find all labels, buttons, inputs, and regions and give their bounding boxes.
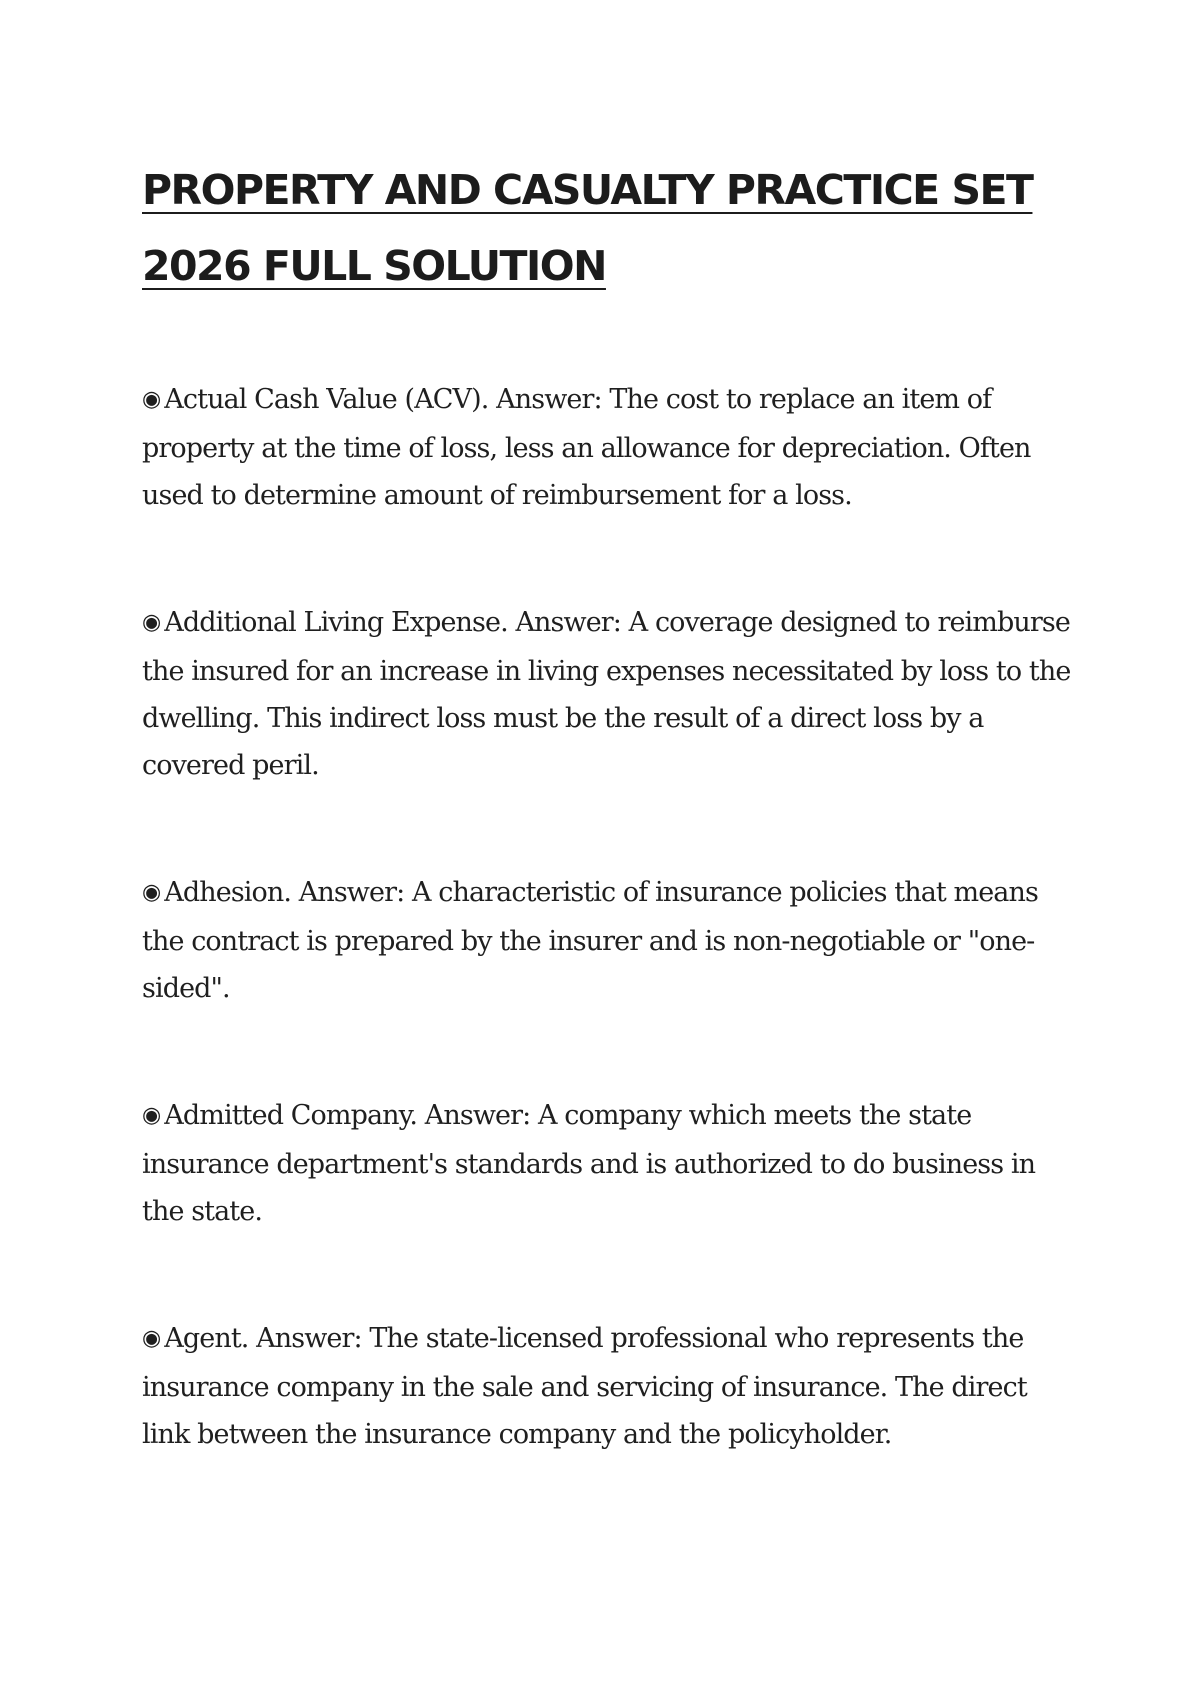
qa-item-text: Additional Living Expense. Answer: A coverage designed to reimburse the insured for an increase in living expenses necessitated by loss to the dwelling. This indirect loss must be the result of a direct loss by a covered peril. <box>142 607 1071 781</box>
qa-item-text: Agent. Answer: The state-licensed professional who represents the insurance company in the sale and servicing of insurance. The direct link between the insurance company and the policyholder. <box>142 1323 1027 1450</box>
title-line-2: 2026 FULL SOLUTION <box>142 242 606 290</box>
qa-item-additional-living-expense <box>142 599 1072 789</box>
radio-bullet-icon: ◉ <box>142 610 161 635</box>
radio-bullet-icon: ◉ <box>142 1326 161 1351</box>
qa-item-actual-cash-value <box>142 376 1072 519</box>
radio-bullet-icon: ◉ <box>142 1103 161 1128</box>
qa-list <box>142 376 1072 1538</box>
title-line-1: PROPERTY AND CASUALTY PRACTICE SET <box>142 166 1033 214</box>
radio-bullet-icon: ◉ <box>142 387 161 412</box>
qa-item-adhesion <box>142 869 1072 1012</box>
qa-item-text: Adhesion. Answer: A characteristic of insurance policies that means the contract is prepared by the insurer and is non-negotiable or "one-sided". <box>142 877 1038 1004</box>
radio-bullet-icon: ◉ <box>142 880 161 905</box>
qa-item-text: Actual Cash Value (ACV). Answer: The cost to replace an item of property at the time of loss, less an allowance for depreciation. Often used to determine amount of reimbursement for a loss. <box>142 384 1031 511</box>
page-title <box>142 152 1042 304</box>
qa-item-admitted-company <box>142 1092 1072 1235</box>
qa-item-text: Admitted Company. Answer: A company which meets the state insurance department's standards and is authorized to do business in the state. <box>142 1100 1036 1227</box>
qa-item-agent <box>142 1315 1072 1458</box>
